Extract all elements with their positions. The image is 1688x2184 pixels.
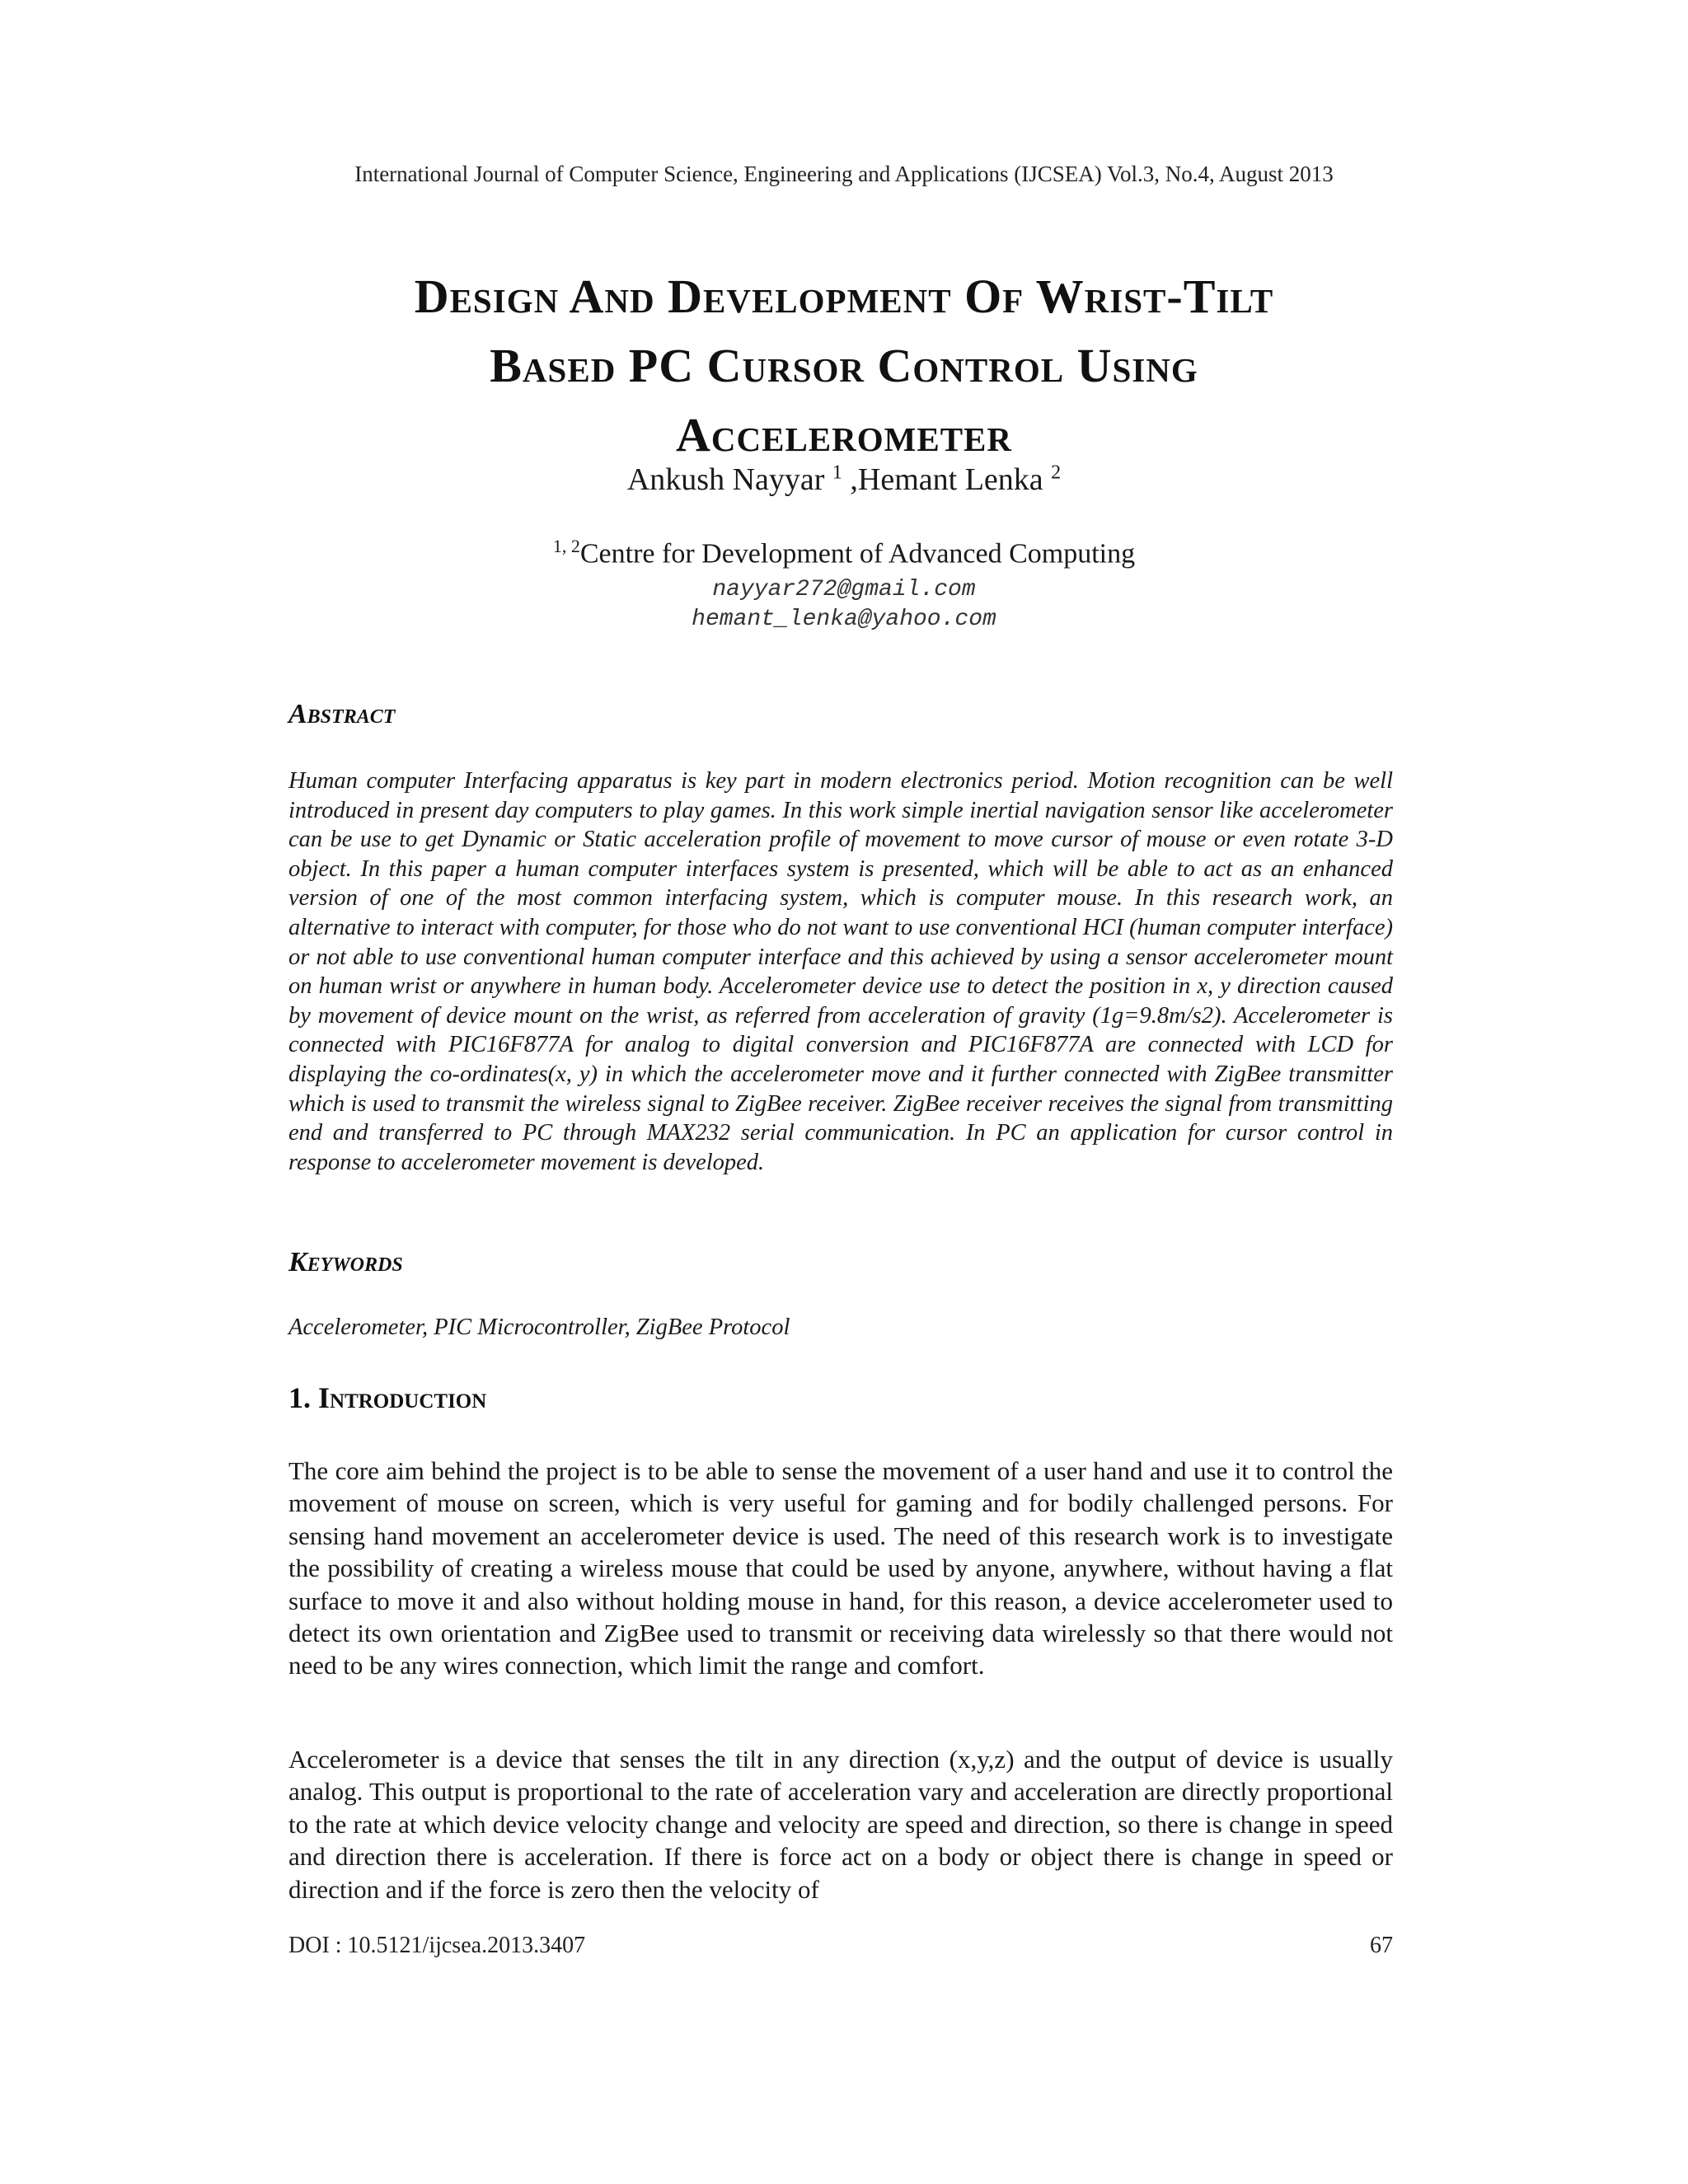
title-line-3: Accelerometer [676, 408, 1012, 462]
author-2-affiliation-mark: 2 [1051, 462, 1062, 484]
author-2-name: ,Hemant Lenka [850, 462, 1043, 497]
introduction-paragraph-1: The core aim behind the project is to be able to sense the movement of a user hand and use it to control the movement of mouse on screen, which is very useful for gaming and for bodily challenged persons. For sensing hand movement an accelerometer device is used. The need of this research work is to investigate the possibility of creating a wireless mouse that could be used by anyone, anywhere, without having a flat surface to move it and also without holding mouse in hand, for this reason, a device accelerometer used to detect its own orientation and ZigBee used to transmit or receiving data wirelessly so that there would not need to be any wires connection, which limit the range and comfort. [288, 1456, 1393, 1680]
author-list [0, 462, 1688, 498]
author-1-affiliation-mark: 1 [832, 462, 842, 484]
affiliation [0, 536, 1688, 569]
keywords-text: Accelerometer, PIC Microcontroller, ZigBee Protocol [288, 1315, 790, 1340]
paper-title [165, 262, 1523, 470]
affiliation-name: Centre for Development of Advanced Computing [579, 538, 1136, 569]
section-title: Introduction [318, 1381, 487, 1414]
section-number: 1. [288, 1381, 311, 1414]
affiliation-mark: 1, 2 [552, 536, 580, 556]
title-line-1: Design And Development Of Wrist-Tilt [414, 269, 1274, 323]
journal-running-header: International Journal of Computer Science, Engineering and Applications (IJCSEA) Vol.3, No.4, August 2013 [354, 162, 1334, 186]
introduction-heading [288, 1380, 486, 1415]
abstract-heading: Abstract [288, 699, 396, 729]
abstract-text: Human computer Interfacing apparatus is key part in modern electronics period. Motion recognition can be well introduced in present day computers to play games. In this work simple inertial navigation sensor like accelerometer can be use to get Dynamic or Static acceleration profile of movement to move cursor of mouse or even rotate 3-D object. In this paper a human computer interfaces system is presented, which will be able to act as an enhanced version of one of the most common interfacing system, which is computer mouse. In this research work, an alternative to interact with computer, for those who do not want to use conventional HCI (human computer interface) or not able to use conventional human computer interface and this achieved by using a sensor accelerometer mount on human wrist or anywhere in human body. Accelerometer device use to detect the position in x, y direction caused by movement of device mount on the wrist, as referred from acceleration of gravity (1g=9.8m/s2). Accelerometer is connected with PIC16F877A for analog to digital conversion and PIC16F877A are connected with LCD for displaying the co-ordinates(x, y) in which the accelerometer move and it further connected with ZigBee transmitter which is used to transmit the wireless signal to ZigBee receiver. ZigBee receiver receives the signal from transmitting end and transferred to PC through MAX232 serial communication. In PC an application for cursor control in response to accelerometer movement is developed. [288, 768, 1393, 1175]
author-1-name: Ankush Nayyar [626, 462, 825, 497]
doi-footer: DOI : 10.5121/ijcsea.2013.3407 [288, 1933, 586, 1958]
introduction-paragraph-2: Accelerometer is a device that senses the tilt in any direction (x,y,z) and the output of device is usually analog. This output is proportional to the rate of acceleration vary and acceleration are directly proportional to the rate at which device velocity change and velocity are speed and direction, so there is change in speed and direction there is acceleration. If there is force act on a body or object there is change in speed or direction and if the force is zero then the velocity of [288, 1745, 1393, 1904]
page-number: 67 [1370, 1933, 1393, 1958]
title-line-2: Based PC Cursor Control Using [490, 339, 1198, 392]
keywords-heading: Keywords [288, 1247, 403, 1277]
author-1-email: nayyar272@gmail.com [712, 577, 976, 602]
author-2-email: hemant_lenka@yahoo.com [692, 607, 996, 632]
